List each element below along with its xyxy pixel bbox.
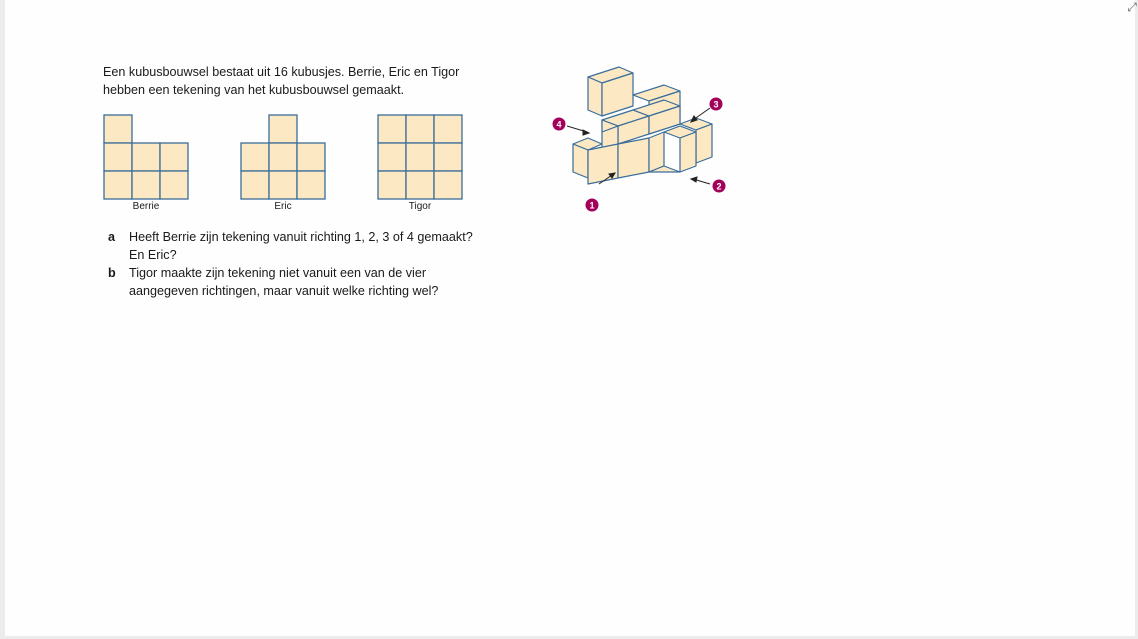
- question-letter: a: [108, 230, 116, 244]
- expand-icon[interactable]: ⤢: [1127, 0, 1137, 14]
- view-label-berrie: Berrie: [132, 201, 160, 212]
- svg-text:1: 1: [589, 200, 595, 211]
- intro-text: Een kubusbouwsel bestaat uit 16 kubusjes. Berrie, Eric en Tigor hebben een tekening van het kubusbouwsel gemaakt.: [103, 65, 460, 97]
- view-berrie: [104, 115, 188, 199]
- view-eric: [241, 115, 325, 199]
- view-label-tigor: Tigor: [408, 201, 432, 212]
- direction-marker-4: [553, 118, 566, 131]
- direction-marker-2: [713, 180, 726, 193]
- svg-text:3: 3: [713, 99, 719, 110]
- document-page: [5, 0, 1135, 636]
- direction-marker-3: [710, 98, 723, 111]
- view-drawings-svg: [5, 0, 485, 220]
- svg-text:4: 4: [556, 119, 562, 130]
- view-tigor: [378, 115, 462, 199]
- cube-structure-illustration: [545, 60, 745, 220]
- question-text: Tigor maakte zijn tekening niet vanuit een van de vier aangegeven richtingen, maar vanuit welke richting wel?: [129, 266, 439, 298]
- direction-marker-1: [586, 199, 599, 212]
- view-label-eric: Eric: [274, 201, 292, 212]
- svg-text:2: 2: [716, 181, 722, 192]
- question-letter: b: [108, 266, 116, 280]
- question-text: Heeft Berrie zijn tekening vanuit richting 1, 2, 3 of 4 gemaakt? En Eric?: [129, 230, 473, 262]
